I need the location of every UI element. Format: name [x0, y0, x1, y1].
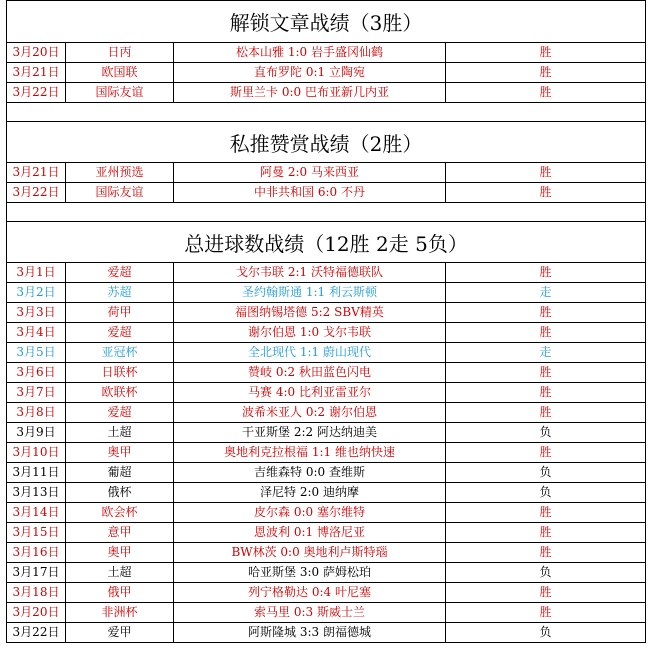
- result-cell: 胜: [446, 63, 646, 83]
- spacer-cell: [7, 203, 646, 222]
- league-cell: 奥甲: [66, 443, 174, 463]
- section-title: 总进球数战绩（12胜 2走 5负）: [7, 222, 646, 263]
- league-cell: 土超: [66, 423, 174, 443]
- result-cell: 胜: [446, 603, 646, 623]
- result-cell: 胜: [446, 523, 646, 543]
- date-cell: 3月21日: [7, 63, 66, 83]
- match-cell: 戈尔韦联 2:1 沃特福德联队: [174, 263, 446, 283]
- date-cell: 3月22日: [7, 83, 66, 103]
- result-cell: 胜: [446, 503, 646, 523]
- date-cell: 3月22日: [7, 183, 66, 203]
- result-cell: 胜: [446, 583, 646, 603]
- table-row: [7, 263, 646, 283]
- date-cell: 3月11日: [7, 463, 66, 483]
- date-cell: 3月13日: [7, 483, 66, 503]
- league-cell: 俄杯: [66, 483, 174, 503]
- table-row: [7, 83, 646, 103]
- table-row: [7, 323, 646, 343]
- date-cell: 3月3日: [7, 303, 66, 323]
- date-cell: 3月7日: [7, 383, 66, 403]
- date-cell: 3月6日: [7, 363, 66, 383]
- match-cell: 哈亚斯堡 3:0 萨姆松珀: [174, 563, 446, 583]
- match-cell: 吉维森特 0:0 查维斯: [174, 463, 446, 483]
- table-row: [7, 283, 646, 303]
- table-row: [7, 463, 646, 483]
- date-cell: 3月18日: [7, 583, 66, 603]
- result-cell: 胜: [446, 403, 646, 423]
- date-cell: 3月10日: [7, 443, 66, 463]
- table-row: [7, 543, 646, 563]
- match-cell: 斯里兰卡 0:0 巴布亚新几内亚: [174, 83, 446, 103]
- league-cell: 苏超: [66, 283, 174, 303]
- league-cell: 国际友谊: [66, 83, 174, 103]
- league-cell: 日丙: [66, 43, 174, 63]
- table-row: [7, 503, 646, 523]
- section-title-row: [7, 222, 646, 263]
- match-cell: 直布罗陀 0:1 立陶宛: [174, 63, 446, 83]
- table-row: [7, 443, 646, 463]
- result-cell: 负: [446, 563, 646, 583]
- league-cell: 亚州预选: [66, 163, 174, 183]
- league-cell: 爱超: [66, 263, 174, 283]
- league-cell: 俄甲: [66, 583, 174, 603]
- match-cell: 福图纳锡塔德 5:2 SBV精英: [174, 303, 446, 323]
- league-cell: 欧联杯: [66, 383, 174, 403]
- match-cell: 赞岐 0:2 秋田蓝色闪电: [174, 363, 446, 383]
- match-cell: 列宁格勒达 0:4 叶尼塞: [174, 583, 446, 603]
- match-cell: 奥地利克拉根福 1:1 维也纳快速: [174, 443, 446, 463]
- date-cell: 3月17日: [7, 563, 66, 583]
- league-cell: 荷甲: [66, 303, 174, 323]
- match-cell: 干亚斯堡 2:2 阿达纳迪美: [174, 423, 446, 443]
- league-cell: 葡超: [66, 463, 174, 483]
- date-cell: 3月2日: [7, 283, 66, 303]
- table-row: [7, 423, 646, 443]
- league-cell: 日联杯: [66, 363, 174, 383]
- result-cell: 负: [446, 423, 646, 443]
- match-cell: 圣约翰斯通 1:1 利云斯顿: [174, 283, 446, 303]
- league-cell: 爱超: [66, 403, 174, 423]
- result-cell: 胜: [446, 83, 646, 103]
- league-cell: 奥甲: [66, 543, 174, 563]
- date-cell: 3月5日: [7, 343, 66, 363]
- match-cell: 马赛 4:0 比利亚雷亚尔: [174, 383, 446, 403]
- date-cell: 3月8日: [7, 403, 66, 423]
- league-cell: 国际友谊: [66, 183, 174, 203]
- section-spacer: [7, 203, 646, 222]
- result-cell: 走: [446, 343, 646, 363]
- match-cell: 泽尼特 2:0 迪纳摩: [174, 483, 446, 503]
- date-cell: 3月4日: [7, 323, 66, 343]
- table-row: [7, 343, 646, 363]
- table-row: [7, 183, 646, 203]
- result-cell: 负: [446, 483, 646, 503]
- match-cell: 全北现代 1:1 蔚山现代: [174, 343, 446, 363]
- date-cell: 3月15日: [7, 523, 66, 543]
- league-cell: 欧会杯: [66, 503, 174, 523]
- league-cell: 土超: [66, 563, 174, 583]
- table-row: [7, 483, 646, 503]
- spacer-cell: [7, 103, 646, 122]
- table-row: [7, 363, 646, 383]
- match-cell: 谢尔伯恩 1:0 戈尔韦联: [174, 323, 446, 343]
- date-cell: 3月9日: [7, 423, 66, 443]
- match-cell: 阿曼 2:0 马来西亚: [174, 163, 446, 183]
- table-row: [7, 163, 646, 183]
- result-cell: 胜: [446, 363, 646, 383]
- table-row: [7, 603, 646, 623]
- date-cell: 3月14日: [7, 503, 66, 523]
- match-cell: 中非共和国 6:0 不丹: [174, 183, 446, 203]
- table-row: [7, 523, 646, 543]
- results-table: [6, 0, 646, 643]
- table-row: [7, 623, 646, 643]
- result-cell: 胜: [446, 163, 646, 183]
- match-cell: 索马里 0:3 斯威士兰: [174, 603, 446, 623]
- league-cell: 爱甲: [66, 623, 174, 643]
- result-cell: 负: [446, 463, 646, 483]
- match-cell: 波希米亚人 0:2 谢尔伯恩: [174, 403, 446, 423]
- section-title-row: [7, 122, 646, 163]
- league-cell: 意甲: [66, 523, 174, 543]
- result-cell: 胜: [446, 183, 646, 203]
- result-cell: 胜: [446, 543, 646, 563]
- match-cell: 恩波利 0:1 博洛尼亚: [174, 523, 446, 543]
- match-cell: 阿斯隆城 3:3 朗福德城: [174, 623, 446, 643]
- date-cell: 3月1日: [7, 263, 66, 283]
- section-title: 解锁文章战绩（3胜）: [7, 1, 646, 43]
- table-row: [7, 403, 646, 423]
- date-cell: 3月20日: [7, 603, 66, 623]
- league-cell: 欧国联: [66, 63, 174, 83]
- table-row: [7, 63, 646, 83]
- result-cell: 胜: [446, 443, 646, 463]
- match-cell: BW林茨 0:0 奥地利卢斯特瑙: [174, 543, 446, 563]
- result-cell: 胜: [446, 43, 646, 63]
- result-cell: 胜: [446, 383, 646, 403]
- date-cell: 3月22日: [7, 623, 66, 643]
- league-cell: 爱超: [66, 323, 174, 343]
- result-cell: 胜: [446, 303, 646, 323]
- results-sheet: [6, 0, 645, 643]
- result-cell: 胜: [446, 263, 646, 283]
- date-cell: 3月20日: [7, 43, 66, 63]
- table-row: [7, 583, 646, 603]
- section-title: 私推赞赏战绩（2胜）: [7, 122, 646, 163]
- league-cell: 非洲杯: [66, 603, 174, 623]
- table-row: [7, 383, 646, 403]
- table-row: [7, 563, 646, 583]
- date-cell: 3月16日: [7, 543, 66, 563]
- table-row: [7, 43, 646, 63]
- table-row: [7, 303, 646, 323]
- league-cell: 亚冠杯: [66, 343, 174, 363]
- result-cell: 负: [446, 623, 646, 643]
- date-cell: 3月21日: [7, 163, 66, 183]
- result-cell: 胜: [446, 323, 646, 343]
- section-title-row: [7, 1, 646, 43]
- match-cell: 松本山雅 1:0 岩手盛冈仙鹤: [174, 43, 446, 63]
- section-spacer: [7, 103, 646, 122]
- match-cell: 皮尔森 0:0 塞尔维特: [174, 503, 446, 523]
- result-cell: 走: [446, 283, 646, 303]
